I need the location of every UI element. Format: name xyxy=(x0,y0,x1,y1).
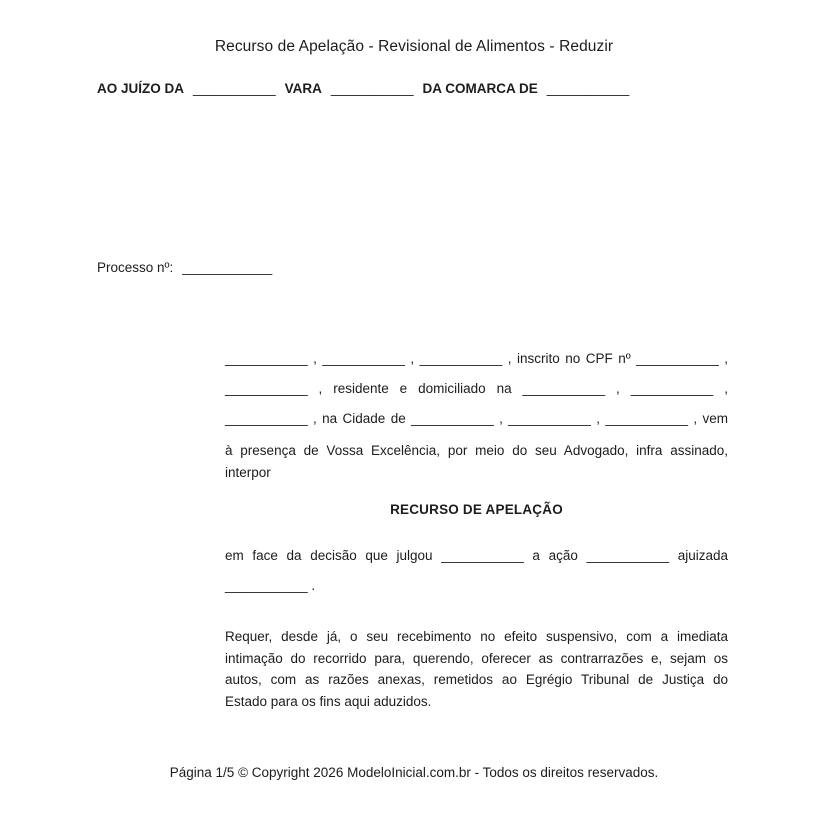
intro-line: à presença de Vossa Excelência, por meio do seu Advogado, infra assinado, xyxy=(225,443,728,458)
request-line: intimação do recorrido para, querendo, oferecer as contrarrazões e, sejam os xyxy=(225,650,728,666)
intro-line: ___________ , ___________ , ___________ , inscrito no CPF nº ___________ , xyxy=(225,351,728,366)
intro-paragraph-blanks xyxy=(225,344,728,434)
court-blank-1: ___________ xyxy=(193,81,276,96)
process-number-blank: ____________ xyxy=(182,260,273,275)
request-paragraph xyxy=(225,626,728,712)
court-blank-3: ___________ xyxy=(546,81,630,96)
decision-line: ___________ . xyxy=(225,578,316,593)
decision-paragraph xyxy=(225,541,728,601)
request-line: autos, com as razões anexas, remetidos ao Egrégio Tribunal de Justiça do xyxy=(225,672,728,687)
page-title: Recurso de Apelação - Revisional de Alimentos - Reduzir xyxy=(214,38,614,55)
court-blank-2: ___________ xyxy=(330,81,414,96)
intro-line: ___________ , na Cidade de ___________ , ___________ , ___________ , vem xyxy=(225,411,728,426)
page-footer: Página 1/5 © Copyright 2026 ModeloInicial.com.br - Todos os direitos reservados. xyxy=(169,765,659,780)
court-label-2: VARA xyxy=(284,81,322,96)
court-label-1: AO JUÍZO DA xyxy=(97,81,185,96)
process-number-label: Processo nº: xyxy=(97,260,174,275)
intro-line: interpor xyxy=(225,465,271,480)
request-line: Estado para os fins aqui aduzidos. xyxy=(225,693,432,709)
section-heading: RECURSO DE APELAÇÃO xyxy=(390,502,563,517)
process-number-line xyxy=(97,260,272,275)
decision-line: em face da decisão que julgou ___________ a ação ___________ ajuizada xyxy=(225,548,728,563)
court-label-3: DA COMARCA DE xyxy=(422,81,538,96)
court-address-line xyxy=(97,81,638,96)
request-line: Requer, desde já, o seu recebimento no efeito suspensivo, com a imediata xyxy=(225,629,728,644)
intro-line: ___________ , residente e domiciliado na ___________ , ___________ , xyxy=(225,381,728,396)
intro-paragraph-text xyxy=(225,440,728,484)
